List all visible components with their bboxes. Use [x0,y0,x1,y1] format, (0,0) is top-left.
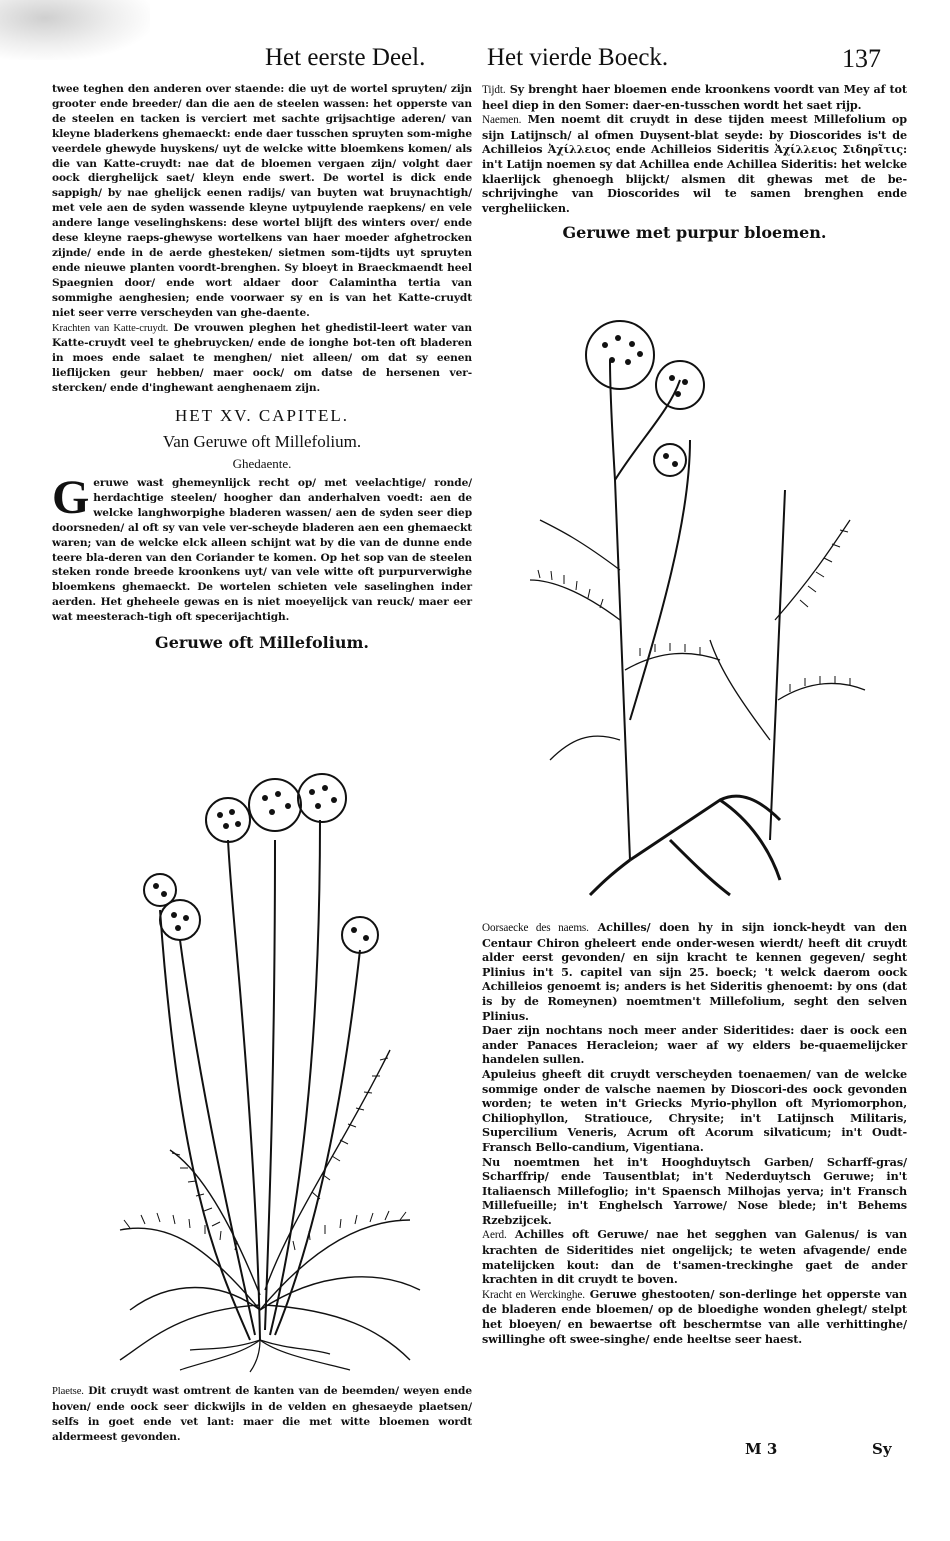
names-label: Naemen. [482,114,522,127]
continued-paragraph: twee teghen den anderen over staende: die uyt de wortel spruyten/ zijn grooter ende breeder/ dan die aen de steelen wassen: het opperste van de steelen en tacken is verciert met sachte grijsachtige aderen/ van kleyne bladerkens ghemaeckt: ende daer tusschen spruyten som-mighe veerdele ghewyde huyskens/ uyt de welcke witte bloemkens komen/ als die van Katte-cruydt: nae dat de bloemen vergaen zijn/ volght daer oock dierghelijck saet/ kleyn ende swert. De wortel is dick ende sappigh/ by nae ghelijck eenen radijs/ van buyten wat bruynachtigh/ met vele aen de syden wassende kleyne uytpuylende raepkens/ en vele andere lange veselinghskens: dese wortel blijft des winters over/ ende dese kleyne raeps-ghewyse wortelkens van haer moeder afghetrocken zijnde/ ende in de aerde ghesteken/ sietmen som-tijdts uyt spruyten ende nieuwe planten voordt-brenghen. Sy bloeyt in Braeckmaendt heel Spaegnien door/ ende wort aldaer door Calamintha tertia van sommighe aenghesien; ende voorwaer sy en is van het Katte-cruydt niet seer verre verscheyden van ghe-daente. [52,83,472,319]
purple-yarrow-woodcut-illustration [520,320,900,900]
time-label: Tijdt. [482,84,506,96]
signature-mark: M 3 [745,1440,778,1458]
names-paragraph [482,112,907,215]
names-text: Men noemt dit cruydt in dese tijden meest Millefolium op sijn Latijnsch/ al ofmen Duysent-blat seyde: by Dioscorides is't de Achilleios Ἀχίλλειος ende Achilleios Sideritis Ἀχίλλειος Σιδηρῖτις: in't Latijn noemen sy dat Achillea ende Achillea Sideritis: het welcke klaerlijck ghenoegh blijckt/ alsmen dit ghewas met de be-schrijvinghe van Dioscorides wil te samen brenghen ende vergheliicken. [482,112,907,215]
time-paragraph [482,82,907,112]
power-paragraph [482,1287,907,1346]
virtues-label: Krachten van Katte-cruydt. [52,322,169,334]
left-column [52,82,472,660]
virtues-text: De vrouwen pleghen het ghedistil-leert water van Katte-cruydt veel te ghebruycken/ ende de ionghe bot-ten oft bladeren in moes ende salaet te menghen/ niet alleen/ om dat sy eenen lieflijcken geur hebben/ maer oock/ om datse de hersenen ver-stercken/ ende d'inghewant aenghenaem zijn. [52,321,472,395]
place-paragraph [52,1384,472,1445]
yarrow-plant-icon [60,750,460,1375]
power-text: Geruwe ghestooten/ son-derlinge het opperste van de bladeren ende bloemen/ op de bloedighe wonden ghelegt/ stelpt het bloeyen/ en bewaertse oft beschermtse van alle verhittinghe/ swillinghe oft swee-singhe/ ende heeltse seer haest. [482,1286,908,1346]
right-figure-caption: Geruwe met purpur bloemen. [562,223,827,243]
left-bottom-block [52,1384,472,1445]
paper-stain [0,0,150,60]
left-figure-caption: Geruwe oft Millefolium. [155,633,369,653]
nature-label: Aerd. [482,1229,507,1242]
page-number: 137 [842,44,881,73]
right-column-top [482,82,907,250]
running-head-right: Het vierde Boeck. [487,44,669,71]
nature-text: Achilles oft Geruwe/ nae het segghen van Galenus/ is van krachten de Sideritides niet ongelijck; te weten afvagende/ ende matelijcken kout: dan de t'samen-treckinghe gaet de ander krachten in dit cruydt te boven. [482,1227,908,1287]
nature-paragraph [482,1227,907,1286]
origin-text: Achilles/ doen hy in sijn ionck-heydt van den Centaur Chiron gheleert ende onder-wesen wierdt/ heeft dit cruydt alder eerst gevonden/ en sijn kracht te kennen gegeven/ seght Plinius in't 5. capitel van sijn 25. boeck; 't welck daerom oock Achilleios genoemt is; anders is het Sideritis ghenoemt: by ons (dat is by de Romeynen) noemtmen't Millefolium, seght den selven Plinius. [482,920,908,1023]
chapter-heading: HET XV. CAPITEL. [175,406,349,426]
right-column-bottom [482,920,907,1346]
description-text: eruwe wast ghemeynlijck recht op/ met veelachtige/ ronde/ herdachtige steelen/ hoogher dan anderhalven voedt: aen de welcke langhworpighe bladeren wassen/ aen de syden seer diep doorsneden/ al oft sy van vele ver-scheyde bladeren aen een ghemaeckt waren; van de welcke elck alleen schijnt wat by die van de dunne ende teere bla-deren van den Coriander te komen. Op het sop van de steelen steken ronde breede kroonkens uyt/ van vele witte oft purpurverwighe bloemkens ghemaeckt. De wortelen schieten vele saselinghen inder aerden. Het gheheele gewas en is niet moeyelijck van reuck/ maer eer wat meesterach-tigh oft specerijachtigh. [52,477,472,624]
place-text: Dit cruydt wast omtrent de kanten van de beemden/ weyen ende hoven/ ende oock seer dickwijls in de velden en ghesaeyde plaetsen/ selfs in goet ende vet lant: maer die met witte bloemen wordt aldermeest gevonden. [52,1385,472,1443]
apuleius-paragraph: Apuleius gheeft dit cruydt verscheyden toenaemen/ van de welcke sommige onder de valsche naemen by Dioscori-des oock gevonden worden; te weten in't Griecks Myrio-phyllon oft Myriomorphon, Chiliophyllon, Stratiouce, Chrysite; in't Latijnsch Militaris, Supercilium Veneris, Acrum oft Acorum silvaticum; in't Oudt-Fransch Bello-candium, Vigentiana. [482,1066,907,1154]
running-head-left: Het eerste Deel. [265,44,426,71]
modern-names-paragraph: Nu noemtmen het in't Hooghduytsch Garben/ Scharff-gras/ Scharffrip/ ende Tausentblat; in't Nederduytsch Geruwe; in't Italiaensch Millefoglio; in't Spaensch Milhojas yerva; in't Fransch Millefueille; in't Enghelsch Yarrowe/ Nose blede; in't Behems Rzebzijcek. [482,1154,907,1227]
power-label: Kracht en Werckinghe. [482,1288,585,1301]
origin-paragraph [482,920,907,1023]
description-paragraph [52,471,472,625]
origin-label: Oorsaecke des naems. [482,922,589,934]
more-paragraph: Daer zijn nochtans noch meer ander Sideritides: daer is oock een ander Panaces Heracleion; waer af wy elders be-quaemelijcker handelen sullen. [482,1023,907,1067]
catchword: Sy [872,1440,892,1458]
chapter-title: Van Geruwe oft Millefolium. [162,432,362,452]
purple-yarrow-plant-icon [520,320,900,900]
section-label: Ghedaente. [232,456,292,472]
place-label: Plaetse. [52,1386,84,1397]
drop-cap: G [52,471,90,525]
virtues-paragraph [52,321,472,397]
yarrow-woodcut-illustration [60,750,460,1375]
time-text: Sy brenght haer bloemen ende kroonkens voordt van Mey af tot heel diep in den Somer: daer-en-tusschen wordt het saet rijp. [482,82,907,112]
